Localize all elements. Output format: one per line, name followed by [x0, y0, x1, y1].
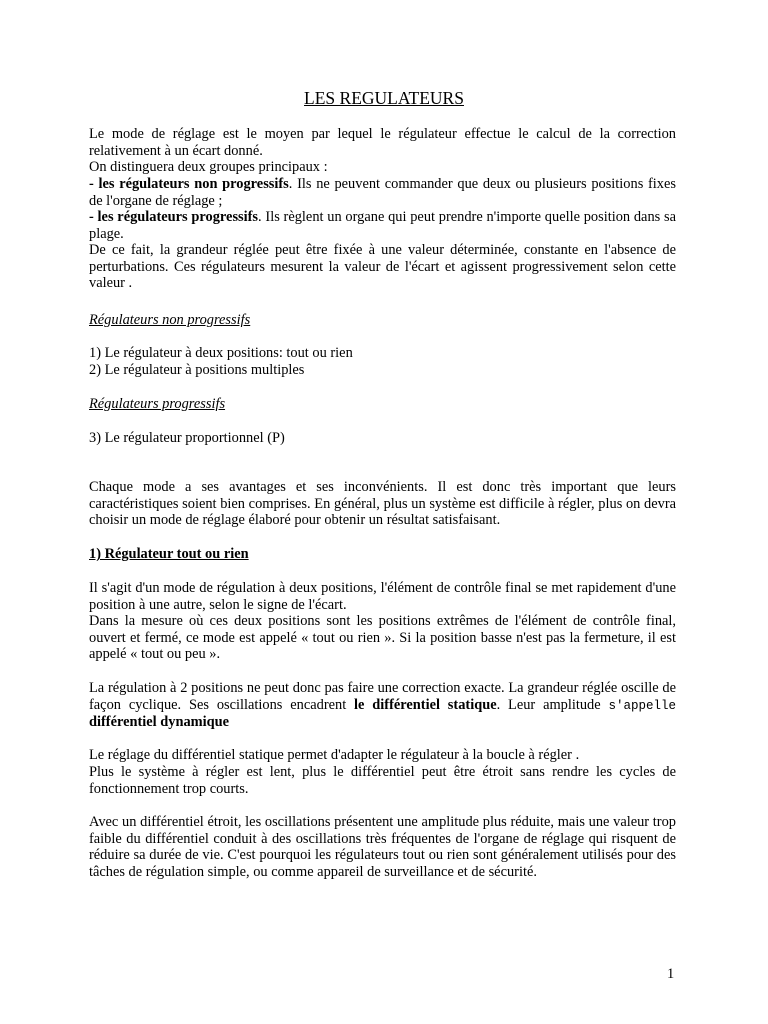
text-run: La régulation à 2 positions ne peut donc pas faire une correction exacte. La grandeur réglée oscille de façon cyclique. Ses oscillations encadrent	[89, 680, 676, 713]
section1-paragraph-6: Avec un différentiel étroit, les oscillations présentent une amplitude plus réduite, mais une valeur trop faible du différentiel conduit à des oscillations très fréquentes de l'organe de réglage qui risquent de réduire sa durée de vie. C'est pourquoi les régulateurs tout ou rien sont généralement utilisés pour des tâches de régulation simple, ou comme appareil de surveillance et de sécurité.	[89, 814, 676, 880]
item-text: . Ils règlent un organe qui peut prendre n'importe quelle position dans sa plage.	[89, 209, 676, 242]
section1-paragraph-2: Dans la mesure où ces deux positions sont les positions extrêmes de l'élément de contrôle final, ouvert et fermé, ce mode est appelé « tout ou rien ». Si la position basse n'est pas la fermeture, il est appelé « tout ou peu ».	[89, 613, 676, 663]
section-heading-tout-ou-rien: 1) Régulateur tout ou rien	[89, 546, 249, 562]
bold-term-static: le différentiel statique	[354, 696, 497, 713]
item-text: . Ils ne peuvent commander que deux ou plusieurs positions fixes de l'organe de réglage ;	[89, 176, 676, 209]
intro-paragraph: Le mode de réglage est le moyen par lequel le régulateur effectue le calcul de la correction relativement à un écart donné.	[89, 126, 676, 159]
text-run: . Leur amplitude	[496, 696, 609, 713]
heading-non-progressive: Régulateurs non progressifs	[89, 312, 251, 328]
intro-groups-line: On distinguera deux groupes principaux :	[89, 159, 328, 175]
intro-consequence-paragraph: De ce fait, la grandeur réglée peut être fixée à une valeur déterminée, constante en l'absence de perturbations. Ces régulateurs mesurent la valeur de l'écart et agissent progressivement selon cette valeur .	[89, 242, 676, 292]
list-item: 1) Le régulateur à deux positions: tout ou rien	[89, 345, 353, 361]
heading-progressive: Régulateurs progressifs	[89, 396, 226, 412]
list-item: 2) Le régulateur à positions multiples	[89, 362, 305, 378]
bold-term-dynamic: différentiel dynamique	[89, 714, 230, 731]
intro-item-progressive	[89, 209, 676, 242]
item-bold-label: - les régulateurs non progressifs	[89, 176, 289, 192]
item-bold-label: - les régulateurs progressifs	[89, 209, 259, 225]
page-number: 1	[667, 966, 675, 982]
section1-paragraph-4: Le réglage du différentiel statique permet d'adapter le régulateur à la boucle à régler .	[89, 747, 580, 763]
section1-paragraph-5: Plus le système à régler est lent, plus le différentiel peut être étroit sans rendre les cycles de fonctionnement trop courts.	[89, 764, 676, 797]
mono-text-run: s'appelle	[608, 698, 676, 713]
list-item: 3) Le régulateur proportionnel (P)	[89, 430, 285, 446]
modes-paragraph: Chaque mode a ses avantages et ses inconvénients. Il est donc très important que leurs caractéristiques soient bien comprises. En général, plus un système est difficile à régler, plus on devra choisir un mode de réglage élaboré pour obtenir un résultat satisfaisant.	[89, 479, 676, 529]
section1-paragraph-3	[89, 680, 676, 731]
intro-item-non-progressive	[89, 176, 676, 209]
section1-paragraph-1: Il s'agit d'un mode de régulation à deux positions, l'élément de contrôle final se met rapidement d'une position à une autre, selon le signe de l'écart.	[89, 580, 676, 613]
page-title: LES REGULATEURS	[304, 88, 464, 108]
